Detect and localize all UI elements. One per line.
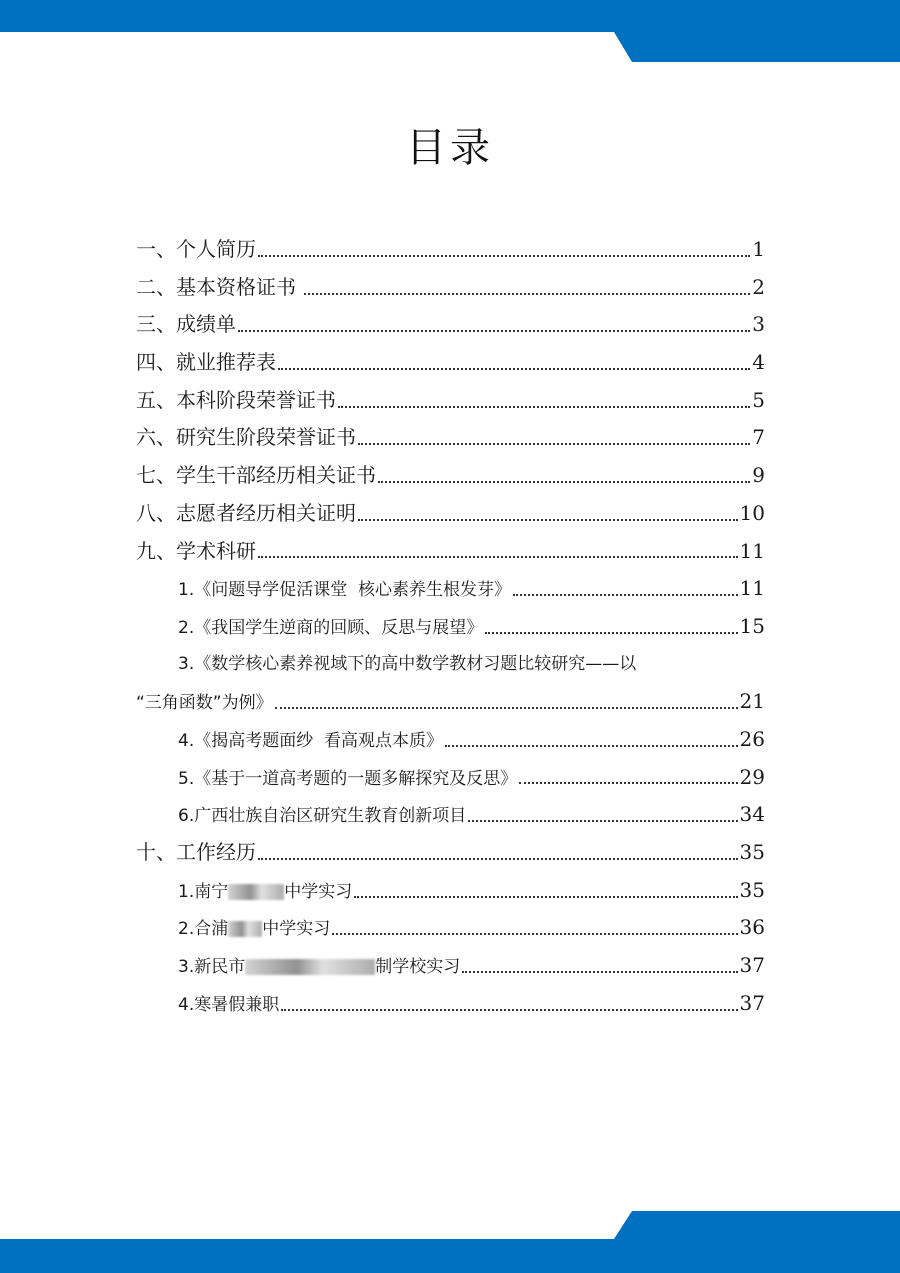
toc-label: 十、工作经历 bbox=[136, 840, 256, 864]
toc-page: 15 bbox=[739, 613, 765, 638]
leader-dots bbox=[258, 556, 738, 558]
toc-subentry-continuation[interactable] bbox=[136, 683, 765, 721]
leader-dots bbox=[281, 1009, 737, 1011]
toc-entry[interactable] bbox=[136, 231, 765, 269]
toc-subentry[interactable] bbox=[136, 796, 765, 834]
toc-page: 11 bbox=[739, 538, 765, 563]
leader-dots bbox=[378, 481, 750, 483]
toc-entry[interactable] bbox=[136, 269, 765, 307]
toc-label-end: 制学校实习 bbox=[375, 957, 461, 978]
toc-label: 四、就业推荐表 bbox=[136, 350, 276, 375]
toc-page: 34 bbox=[739, 802, 765, 827]
toc-label-start: 1.南宁 bbox=[178, 881, 229, 902]
toc-page: 35 bbox=[739, 840, 765, 864]
toc-entry[interactable] bbox=[136, 495, 765, 533]
toc-subentry[interactable] bbox=[136, 721, 765, 759]
toc-subentry[interactable] bbox=[136, 570, 765, 608]
footer-band bbox=[0, 1211, 900, 1273]
redacted-text bbox=[245, 959, 375, 975]
leader-dots bbox=[275, 707, 738, 709]
redacted-text bbox=[228, 884, 284, 900]
toc-entry[interactable] bbox=[136, 419, 765, 457]
leader-dots bbox=[358, 519, 738, 521]
leader-dots bbox=[462, 971, 737, 973]
toc-page: 5 bbox=[752, 387, 765, 412]
toc-label-start: 3.新民市 bbox=[178, 957, 246, 978]
leader-dots bbox=[258, 858, 738, 860]
toc-page: 21 bbox=[739, 689, 765, 714]
toc-page: 7 bbox=[752, 425, 765, 450]
leader-dots bbox=[278, 368, 750, 370]
toc-subentry[interactable] bbox=[136, 646, 765, 684]
toc-page: 4 bbox=[752, 350, 765, 375]
toc-page: 26 bbox=[739, 726, 765, 751]
toc-label: 5.《基于一道高考题的一题多解探究及反思》 bbox=[178, 768, 518, 789]
leader-dots bbox=[354, 896, 737, 898]
toc-page: 37 bbox=[739, 953, 765, 978]
leader-dots bbox=[468, 820, 737, 822]
toc-subentry[interactable] bbox=[136, 608, 765, 646]
toc-label: 六、研究生阶段荣誉证书 bbox=[136, 425, 356, 450]
toc-label: 1.《问题导学促活课堂 核心素养生根发芽》 bbox=[178, 580, 512, 601]
toc-label: 二、基本资格证书 bbox=[136, 274, 303, 299]
toc-page: 36 bbox=[739, 915, 765, 940]
leader-dots bbox=[358, 443, 750, 445]
leader-dots bbox=[238, 330, 750, 332]
toc-page: 10 bbox=[739, 500, 765, 525]
toc-label: “三角函数”为例》 bbox=[136, 693, 273, 714]
toc-label: 3.《数学核心素养视域下的高中数学教材习题比较研究——以 bbox=[178, 653, 637, 674]
toc-label-end: 中学实习 bbox=[262, 919, 331, 940]
leader-dots bbox=[445, 745, 738, 747]
leader-dots bbox=[519, 782, 737, 784]
redacted-text bbox=[228, 921, 262, 937]
toc-entry[interactable] bbox=[136, 457, 765, 495]
toc-entry[interactable] bbox=[136, 382, 765, 420]
toc-label: 五、本科阶段荣誉证书 bbox=[136, 387, 336, 412]
leader-dots bbox=[338, 406, 750, 408]
toc-subentry[interactable] bbox=[136, 947, 765, 985]
toc-page: 1 bbox=[752, 237, 765, 261]
toc-entry[interactable] bbox=[136, 306, 765, 344]
toc-page: 3 bbox=[752, 312, 765, 337]
toc-label: 4.寒暑假兼职 bbox=[178, 994, 280, 1015]
toc-subentry[interactable] bbox=[136, 759, 765, 797]
toc-subentry[interactable] bbox=[136, 985, 765, 1023]
toc-page: 29 bbox=[739, 764, 765, 789]
toc-page: 9 bbox=[752, 463, 765, 488]
toc-page: 37 bbox=[739, 990, 765, 1015]
toc-page: 35 bbox=[739, 877, 765, 902]
leader-dots bbox=[304, 293, 750, 295]
toc-entry[interactable] bbox=[136, 344, 765, 382]
toc-page: 11 bbox=[739, 576, 765, 601]
leader-dots bbox=[513, 594, 738, 596]
toc-label: 三、成绩单 bbox=[136, 312, 236, 337]
table-of-contents bbox=[136, 231, 765, 1022]
toc-entry[interactable] bbox=[136, 533, 765, 571]
toc-subentry[interactable] bbox=[136, 909, 765, 947]
toc-label: 八、志愿者经历相关证明 bbox=[136, 500, 356, 525]
toc-label: 6.广西壮族自治区研究生教育创新项目 bbox=[178, 806, 467, 827]
toc-label: 九、学术科研 bbox=[136, 538, 256, 563]
leader-dots bbox=[485, 632, 737, 634]
toc-page: 2 bbox=[752, 274, 765, 299]
toc-subentry[interactable] bbox=[136, 872, 765, 910]
toc-label: 七、学生干部经历相关证书 bbox=[136, 463, 376, 488]
leader-dots bbox=[258, 255, 750, 257]
toc-label-start: 2.合浦 bbox=[178, 919, 229, 940]
toc-label: 4.《揭高考题面纱 看高观点本质》 bbox=[178, 730, 444, 751]
toc-entry[interactable] bbox=[136, 834, 765, 872]
page-title: 目录 bbox=[406, 125, 494, 171]
header-band bbox=[0, 0, 900, 62]
toc-label: 一、个人简历 bbox=[136, 237, 256, 261]
toc-label-end: 中学实习 bbox=[284, 881, 353, 902]
toc-label: 2.《我国学生逆商的回顾、反思与展望》 bbox=[178, 617, 484, 638]
leader-dots bbox=[332, 933, 737, 935]
